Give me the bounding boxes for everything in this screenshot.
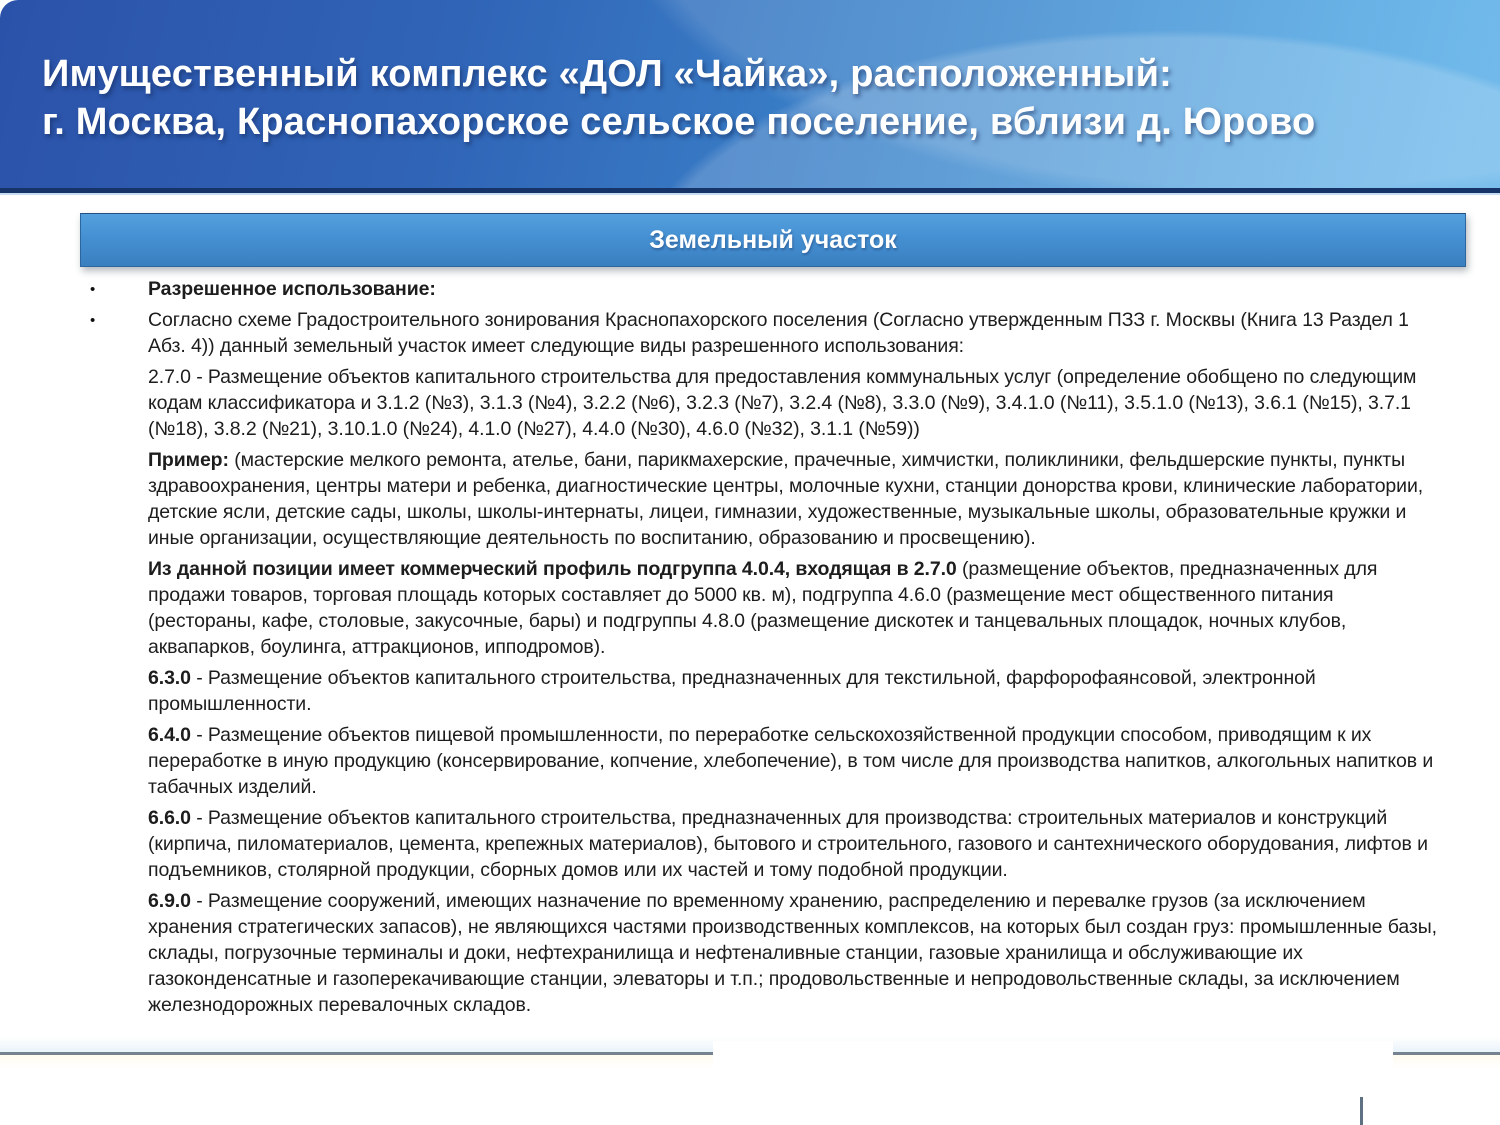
commercial-profile-bold: Из данной позиции имеет коммерческий профиль подгруппа 4.0.4, входящая в 2.7.0 — [148, 558, 957, 580]
paragraph-6-3-0 — [148, 665, 1445, 717]
page-title-line2: г. Москва, Краснопахорское сельское поселение, вблизи д. Юрово — [42, 101, 1316, 143]
content-area — [0, 268, 1500, 1023]
page-title — [42, 50, 1315, 146]
footer-tick-mark — [1360, 1097, 1363, 1125]
paragraph-6-6-0 — [148, 805, 1445, 883]
paragraph-6-9-0 — [148, 888, 1445, 1018]
text-6-9-0: - Размещение сооружений, имеющих назначение по временному хранению, распределению и перевалке грузов (за исключением хранения стратегических запасов), не являющихся частями производственных комплексов, на которых был создан груз: промышленные базы, склады, погрузочные терминалы и доки, нефтехранилища и нефтеналивные станции, газовые хранилища и обслуживающие их газоконденсатные и газоперекачивающие станции, элеваторы и т.п.; продовольственные и непродовольственные склады, за исключением железнодорожных перевалочных складов. — [148, 890, 1437, 1016]
section-title: Земельный участок — [649, 225, 897, 254]
code-6-4-0: 6.4.0 — [148, 724, 191, 746]
paragraph-2-7-0: 2.7.0 - Размещение объектов капитального строительства для предоставления коммунальных услуг (определение обобщено по следующим кодам классификатора и 3.1.2 (№3), 3.1.3 (№4), 3.2.2 (№6), 3.2.3 (№7), 3.2.4 (№8), 3.3.0 (№9), 3.4.1.0 (№11), 3.5.1.0 (№13), 3.6.1 (№15), 3.7.1 (№18), 3.8.2 (№21), 3.10.1.0 (№24), 4.1.0 (№27), 4.4.0 (№30), 4.6.0 (№32), 3.1.1 (№59)) — [148, 366, 1417, 440]
paragraph-6-4-0 — [148, 722, 1445, 800]
bullet-icon: • — [90, 281, 96, 298]
code-6-3-0: 6.3.0 — [148, 667, 191, 689]
bullet-icon: • — [90, 312, 96, 329]
commercial-profile-text: (размещение объектов, предназначенных для продажи товаров, торговая площадь которых составляет до 5000 кв. м), подгруппа 4.6.0 (размещение мест общественного питания (рестораны, кафе, столовые, закусочные, бары) и подгруппы 4.8.0 (размещение дискотек и танцевальных площадок, ночных клубов, аквапарков, боулинга, аттракционов, ипподромов). — [148, 558, 1378, 658]
text-6-6-0: - Размещение объектов капитального строительства, предназначенных для производства: строительных материалов и конструкций (кирпича, пиломатериалов, цемента, крепежных материалов), бытового и строительного, газового и сантехнического оборудования, лифтов и подъемников, столярной продукции, сборных домов или их частей и тому подобной продукции. — [148, 807, 1428, 881]
slide-header — [0, 0, 1500, 193]
zoning-scheme-text: Согласно схеме Градостроительного зонирования Краснопахорского поселения (Согласно утвержденным ПЗЗ г. Москвы (Книга 13 Раздел 1 Абз. 4)) данный земельный участок имеет следующие виды разрешенного использования: — [148, 309, 1409, 357]
list-item — [90, 276, 1445, 302]
paragraph-commercial-profile — [148, 556, 1445, 660]
section-title-bar — [80, 213, 1466, 267]
example-label: Пример: — [148, 449, 229, 471]
page-title-line1: Имущественный комплекс «ДОЛ «Чайка», расположенный: — [42, 53, 1172, 95]
list-item — [90, 307, 1445, 359]
permitted-use-heading: Разрешенное использование: — [148, 278, 436, 300]
example-text: (мастерские мелкого ремонта, ателье, бани, парикмахерские, прачечные, химчистки, поликлиники, фельдшерские пункты, пункты здравоохранения, центры матери и ребенка, диагностические центры, молочные кухни, станции донорства крови, клинические лаборатории, детские ясли, детские сады, школы, школы-интернаты, лицеи, гимназии, художественные, музыкальные школы, образовательные кружки и иные организации, осуществляющие деятельность по воспитанию, образованию и просвещению). — [148, 449, 1424, 549]
footer-white-box — [713, 1041, 1393, 1099]
paragraph-example — [148, 447, 1445, 551]
code-6-6-0: 6.6.0 — [148, 807, 191, 829]
code-6-9-0: 6.9.0 — [148, 890, 191, 912]
text-6-4-0: - Размещение объектов пищевой промышленности, по переработке сельскохозяйственной продукции способом, приводящим к их переработке в иную продукцию (консервирование, копчение, хлебопечение), в том числе для производства напитков, алкогольных напитков и табачных изделий. — [148, 724, 1434, 798]
text-6-3-0: - Размещение объектов капитального строительства, предназначенных для текстильной, фарфорофаянсовой, электронной промышленности. — [148, 667, 1316, 715]
